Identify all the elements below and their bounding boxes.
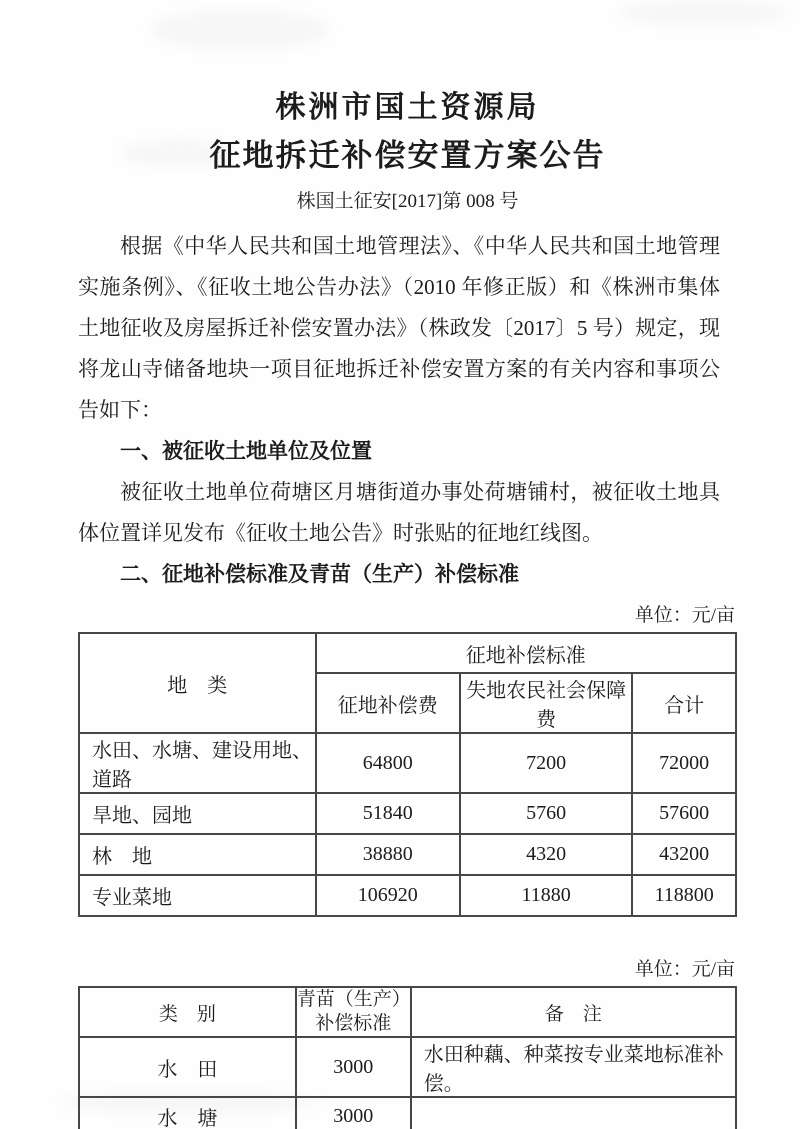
document-content [78,0,737,1129]
category-cell: 水 塘 [79,1097,296,1129]
table-header-row [79,633,736,673]
total-cell: 57600 [632,793,736,834]
fee-cell: 64800 [316,733,461,793]
remark-cell [411,1097,736,1129]
section1-paragraph: 被征收土地单位荷塘区月塘街道办事处荷塘铺村，被征收土地具体位置详见发布《征收土地公告》时张贴的征地红线图。 [78,480,720,545]
unit-label-seedling-table: 单位：元/亩 [634,959,735,980]
header-seedling-standard-line1: 青苗（生产） [296,989,411,1010]
table-row [79,875,736,916]
seedling-compensation-table [78,986,737,1129]
section2-heading: 二、征地补偿标准及青苗（生产）补偿标准 [120,562,519,586]
standard-cell: 3000 [296,1097,411,1129]
fee-cell: 51840 [316,793,461,834]
issuing-org-title: 株洲市国土资源局 [275,91,540,124]
table-row [79,793,736,834]
header-land-type: 地 类 [79,633,316,733]
header-compensation-standard-group: 征地补偿标准 [316,633,736,673]
table-row [79,834,736,875]
social-cell: 11880 [460,875,632,916]
table-row [79,1037,736,1097]
fee-cell: 106920 [316,875,461,916]
total-cell: 118800 [632,875,736,916]
social-cell: 7200 [460,733,632,793]
header-seedling-standard-line2: 补偿标准 [315,1013,392,1034]
intro-paragraph: 根据《中华人民共和国土地管理法》、《中华人民共和国土地管理实施条例》、《征收土地公告办法》（2010 年修正版）和《株洲市集体土地征收及房屋拆迁补偿安置办法》（株政发〔2017〕5 号）规定，现将龙山寺储备地块一项目征地拆迁补偿安置方案的有关内容和事项公告如下： [78,234,720,422]
header-social-security-fee: 失地农民社会保障费 [460,673,632,733]
table-row [79,1097,736,1129]
table-row [79,733,736,793]
header-remark: 备 注 [411,987,736,1037]
land-type-cell: 旱地、园地 [79,793,316,834]
standard-cell: 3000 [296,1037,411,1097]
header-category: 类 别 [79,987,296,1037]
header-total: 合计 [632,673,736,733]
land-compensation-table [78,632,737,917]
remark-cell: 水田种藕、种菜按专业菜地标准补偿。 [411,1037,736,1097]
table-header-row [79,987,736,1037]
category-cell: 水 田 [79,1037,296,1097]
section1-heading: 一、被征收土地单位及位置 [120,439,372,463]
document-number: 株国土征安[2017]第 008 号 [296,191,519,212]
land-type-cell: 林 地 [79,834,316,875]
fee-cell: 38880 [316,834,461,875]
land-type-cell: 专业菜地 [79,875,316,916]
unit-label-compensation-table: 单位：元/亩 [634,605,735,626]
social-cell: 4320 [460,834,632,875]
header-land-compensation-fee: 征地补偿费 [316,673,461,733]
header-seedling-standard [296,987,411,1037]
total-cell: 72000 [632,733,736,793]
social-cell: 5760 [460,793,632,834]
total-cell: 43200 [632,834,736,875]
land-type-cell: 水田、水塘、建设用地、道路 [79,733,316,793]
announcement-title: 征地拆迁补偿安置方案公告 [209,138,606,173]
